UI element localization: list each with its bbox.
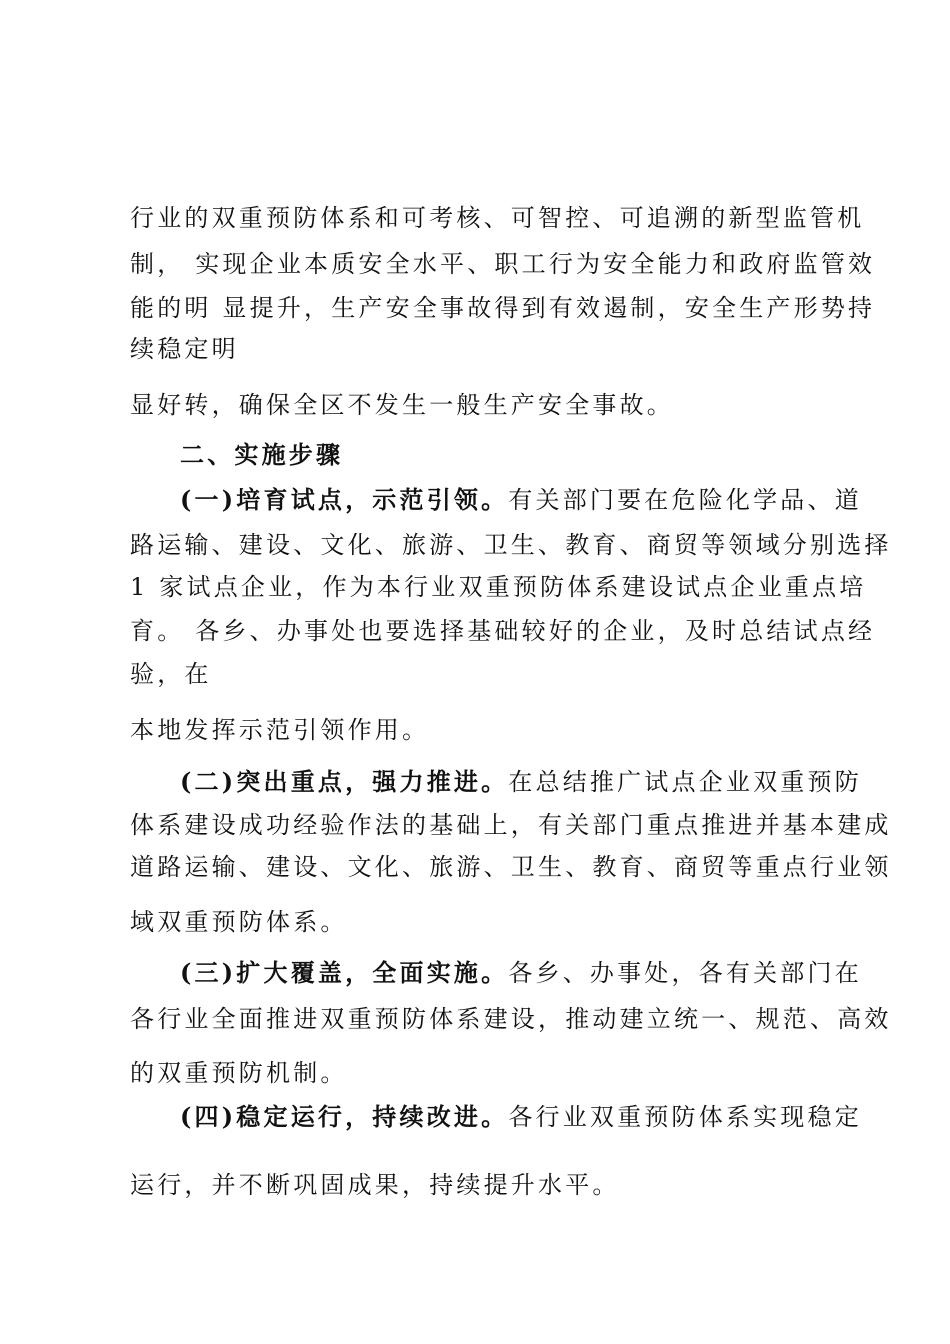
paragraph-line: 运行，并不断巩固成果，持续提升水平。 bbox=[130, 1171, 620, 1199]
list-item-text: 各行业双重预防体系实现稳定 bbox=[508, 1103, 862, 1131]
paragraph-line: 能的明 显提升，生产安全事故得到有效遏制，安全生产形势持 bbox=[130, 294, 876, 322]
list-item-2 bbox=[180, 767, 862, 797]
list-item-title: (四)稳定运行，持续改进。 bbox=[180, 1102, 509, 1131]
paragraph-line: 验，在 bbox=[130, 660, 212, 688]
paragraph-line: 显好转，确保全区不发生一般生产安全事故。 bbox=[130, 391, 674, 419]
list-item-title: (一)培育试点，示范引领。 bbox=[180, 485, 509, 514]
list-item-title: (二)突出重点，强力推进。 bbox=[180, 767, 509, 796]
paragraph-line: 1 家试点企业，作为本行业双重预防体系建设试点企业重点培 bbox=[130, 573, 867, 601]
list-item-text: 各乡、办事处，各有关部门在 bbox=[508, 959, 862, 987]
paragraph-line: 体系建设成功经验作法的基础上，有关部门重点推进并基本建成 bbox=[130, 811, 892, 839]
section-heading: 二、实施步骤 bbox=[180, 441, 344, 469]
list-item-4 bbox=[180, 1102, 862, 1132]
paragraph-line: 域双重预防体系。 bbox=[130, 908, 348, 936]
list-item-title: (三)扩大覆盖，全面实施。 bbox=[180, 958, 509, 987]
list-item-3 bbox=[180, 958, 862, 988]
paragraph-line: 各行业全面推进双重预防体系建设，推动建立统一、规范、高效 bbox=[130, 1005, 892, 1033]
paragraph-line: 道路运输、建设、文化、旅游、卫生、教育、商贸等重点行业领 bbox=[130, 853, 892, 881]
paragraph-line: 本地发挥示范引领作用。 bbox=[130, 716, 430, 744]
paragraph-line: 育。 各乡、办事处也要选择基础较好的企业，及时总结试点经 bbox=[130, 617, 876, 645]
paragraph-line: 行业的双重预防体系和可考核、可智控、可追溯的新型监管机 bbox=[130, 204, 865, 232]
list-item-text: 有关部门要在危险化学品、道 bbox=[508, 486, 862, 514]
paragraph-line: 路运输、建设、文化、旅游、卫生、教育、商贸等领域分别选择 bbox=[130, 531, 892, 559]
paragraph-line: 的双重预防机制。 bbox=[130, 1059, 348, 1087]
paragraph-line: 制， 实现企业本质安全水平、职工行为安全能力和政府监管效 bbox=[130, 250, 876, 278]
list-item-text: 在总结推广试点企业双重预防 bbox=[508, 768, 862, 796]
list-item-1 bbox=[180, 485, 862, 515]
paragraph-line: 续稳定明 bbox=[130, 335, 239, 363]
